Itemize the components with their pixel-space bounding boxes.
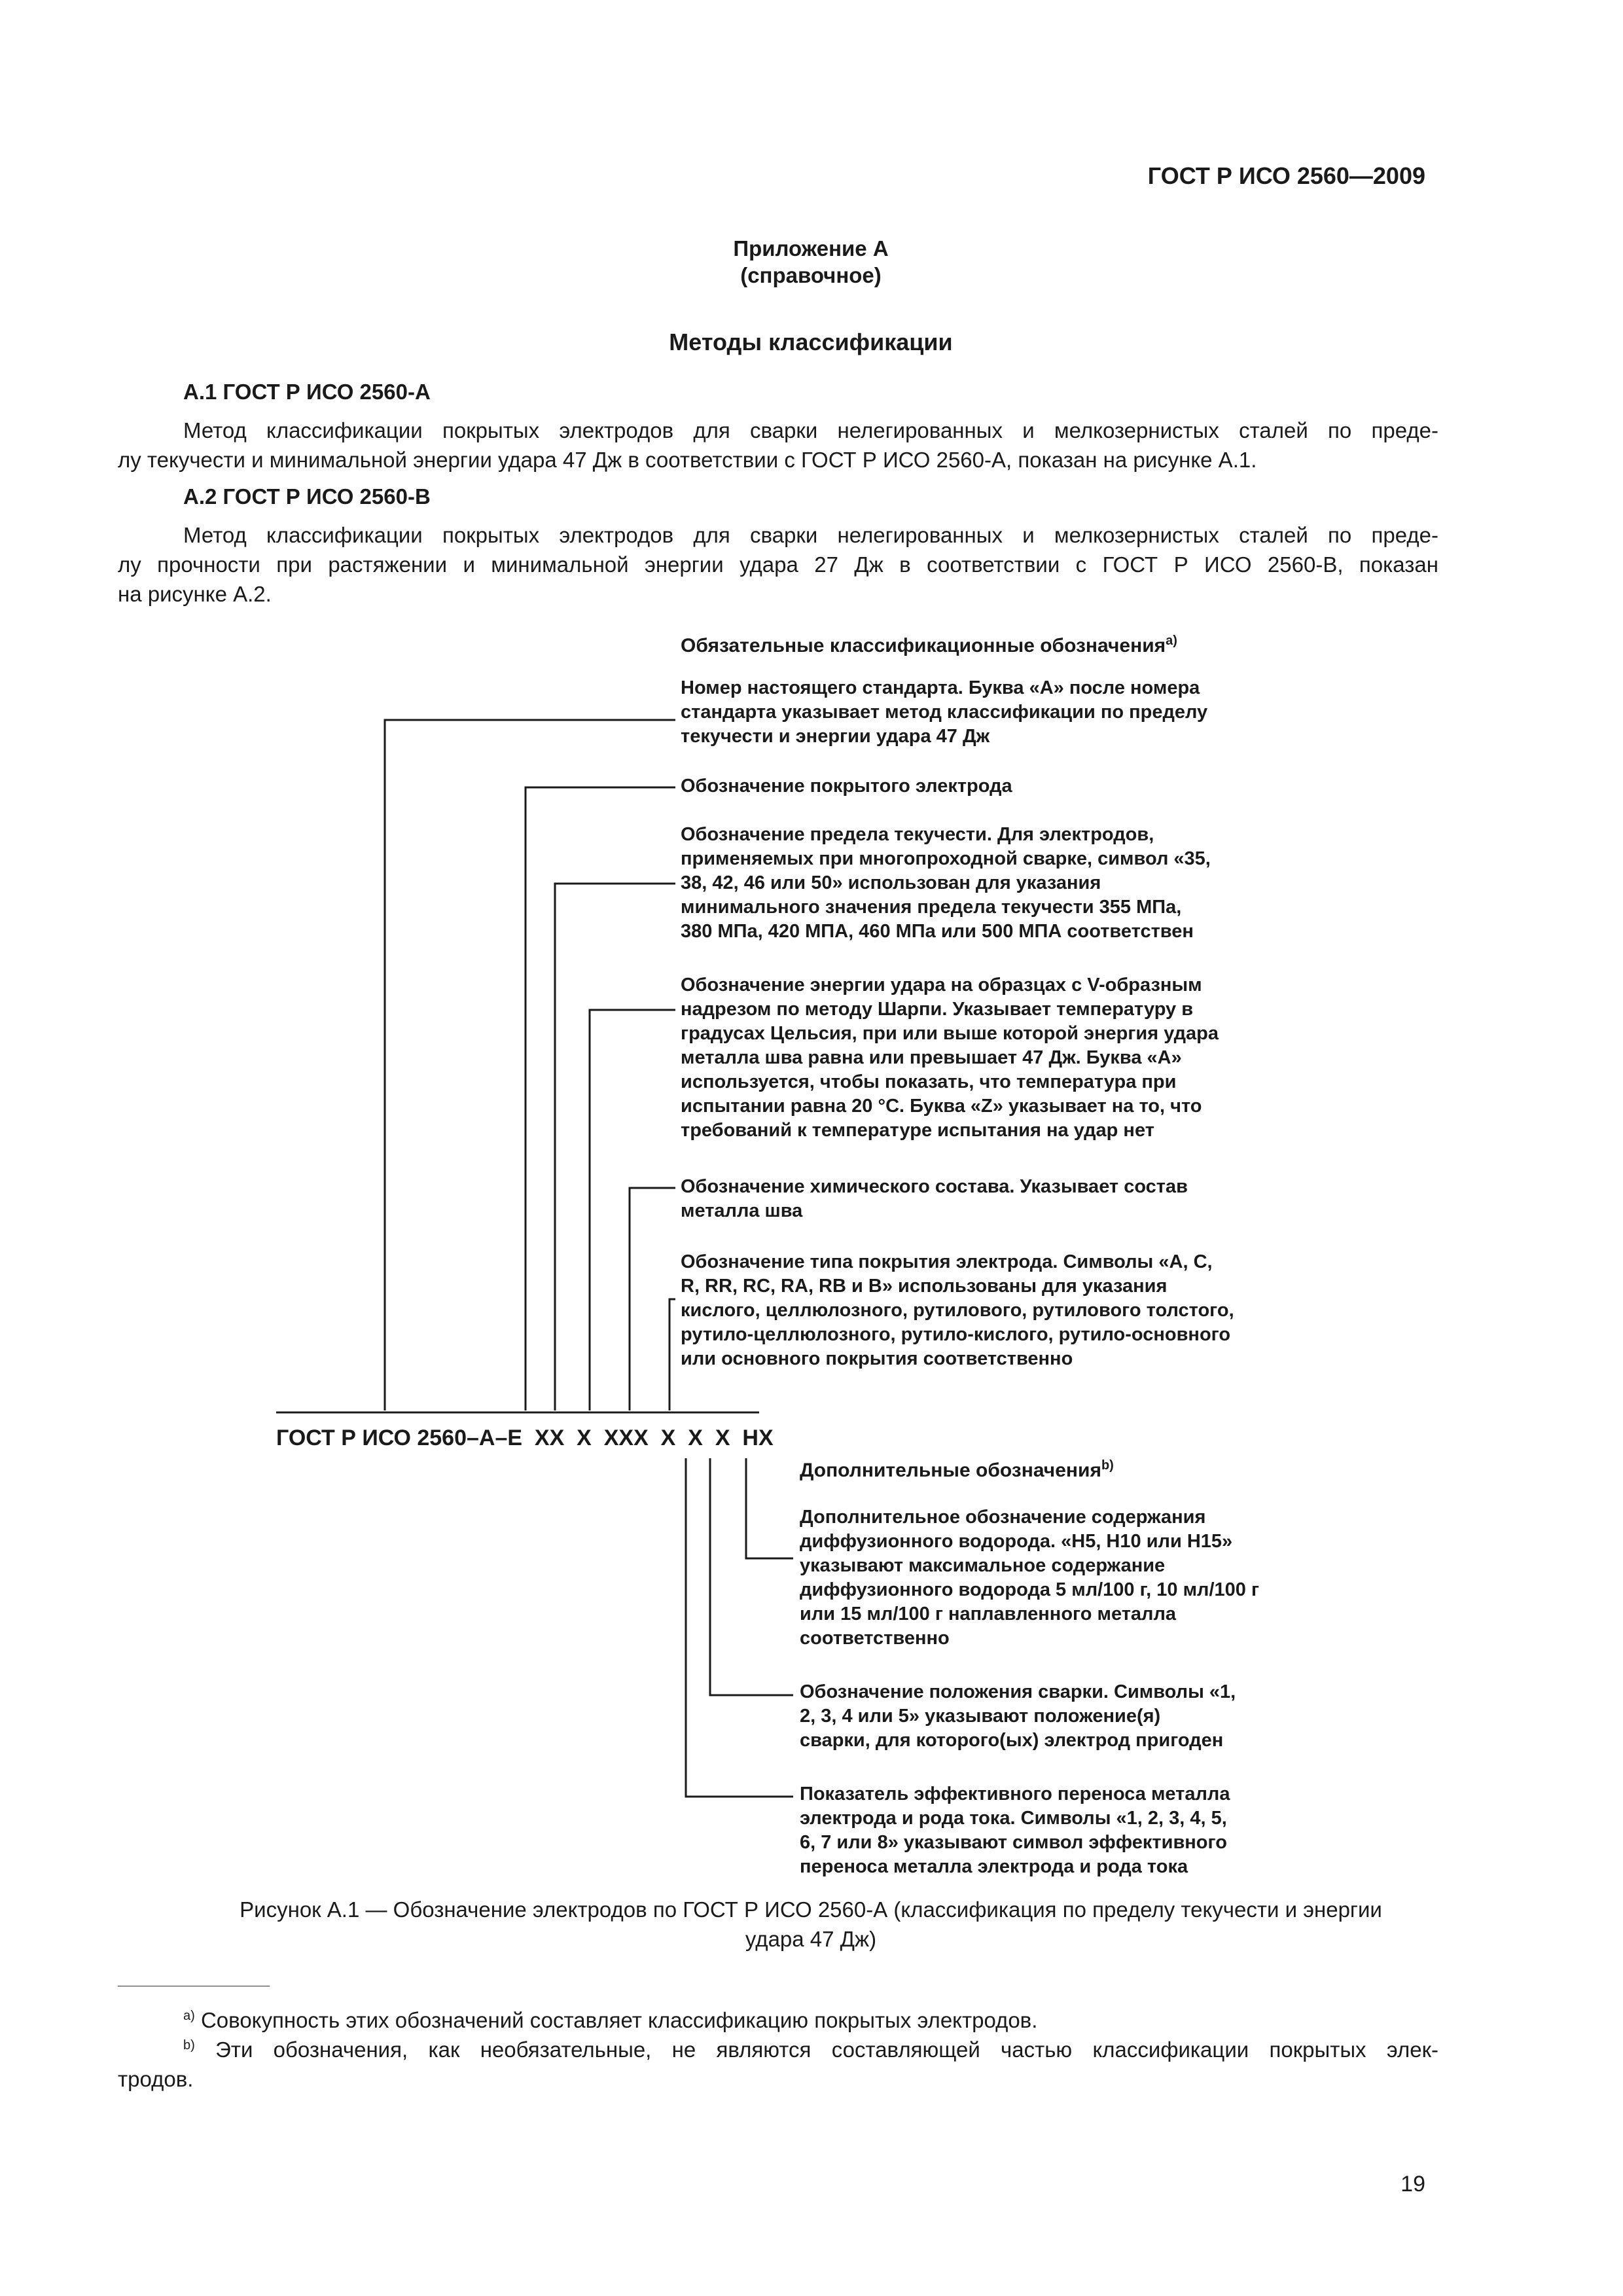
desc-line: Номер настоящего стандарта. Буква «А» после номера: [681, 677, 1200, 698]
paragraph-line: Метод классификации покрытых электродов для сварки нелегированных и мелкозернистых сталей по преде-: [183, 418, 1438, 442]
optional-item-position: [800, 1680, 1389, 1753]
desc-line: электрода и рода тока. Символы «1, 2, 3, 4, 5,: [800, 1808, 1227, 1829]
footnote-b: [118, 2031, 1438, 2094]
desc-line: или 15 мл/100 г наплавленного металла: [800, 1604, 1177, 1624]
mandatory-item-covering: [681, 1250, 1270, 1371]
footnote-text: Эти обозначения, как необязательные, не являются составляющей частью классификации покрытых элек-: [215, 2037, 1438, 2062]
desc-line: сварки, для которого(ых) электрод пригоден: [800, 1730, 1224, 1751]
connector-electrode: [526, 787, 675, 1410]
desc-line: указывают максимальное содержание: [800, 1555, 1166, 1576]
page-number: 19: [1400, 2172, 1425, 2197]
caption-line: удара 47 Дж): [745, 1927, 877, 1951]
connector-position: [710, 1458, 793, 1695]
footnote-text: Совокупность этих обозначений составляет классификацию покрытых электродов.: [200, 2008, 1038, 2032]
desc-line: Обозначение предела текучести. Для электродов,: [681, 824, 1154, 845]
desc-line: Дополнительное обозначение содержания: [800, 1507, 1206, 1528]
desc-line: требований к температуре испытания на удар нет: [681, 1120, 1154, 1141]
desc-line: металла шва: [681, 1200, 803, 1221]
section-title: Методы классификации: [669, 329, 953, 355]
mandatory-item-standard: [681, 676, 1270, 749]
paragraph-line: на рисунке А.2.: [118, 582, 272, 606]
desc-line: испытании равна 20 °С. Буква «Z» указывает на то, что: [681, 1096, 1202, 1117]
desc-line: Обозначение химического состава. Указывает состав: [681, 1176, 1188, 1197]
footnote-mark: b): [183, 2038, 195, 2053]
section-a2-heading: А.2 ГОСТ Р ИСО 2560-В: [183, 484, 431, 509]
desc-line: рутило-целлюлозного, рутило-кислого, рутило-основного: [681, 1324, 1231, 1345]
connector-transfer: [686, 1458, 793, 1797]
desc-line: кислого, целлюлозного, рутилового, рутилового толстого,: [681, 1300, 1234, 1321]
footnote-text: тродов.: [118, 2067, 194, 2091]
paragraph-line: лу текучести и минимальной энергии удара 47 Дж в соответствии с ГОСТ Р ИСО 2560-А, показан на рисунке А.1.: [118, 448, 1257, 472]
paragraph-line: Метод классификации покрытых электродов для сварки нелегированных и мелкозернистых сталей по преде-: [183, 523, 1438, 547]
footnote-b-line1: [118, 2031, 1438, 2064]
mandatory-item-yield: [681, 823, 1270, 944]
desc-line: Обозначение энергии удара на образцах с V-образным: [681, 975, 1202, 996]
paragraph-line: лу прочности при растяжении и минимальной энергии удара 27 Дж в соответствии с ГОСТ Р ИСО 2560-В, показан: [118, 552, 1438, 577]
desc-line: используется, чтобы показать, что температура при: [681, 1071, 1177, 1092]
desc-line: Обозначение типа покрытия электрода. Символы «А, С,: [681, 1251, 1213, 1272]
footnote-ref-b: b): [1101, 1458, 1114, 1473]
desc-line: Обозначение покрытого электрода: [681, 776, 1012, 797]
desc-line: диффузионного водорода. «Н5, Н10 или Н15»: [800, 1531, 1233, 1552]
electrode-designation: ГОСТ Р ИСО 2560–А–Е XX X XXX X X X HX: [276, 1426, 774, 1450]
desc-line: 38, 42, 46 или 50» использован для указания: [681, 872, 1101, 893]
optional-item-transfer: [800, 1782, 1389, 1879]
annex-subtitle: (справочное): [740, 263, 882, 287]
footnote-ref-a: a): [1166, 634, 1177, 648]
desc-line: соответственно: [800, 1628, 950, 1649]
document-standard-number: ГОСТ Р ИСО 2560—2009: [1147, 162, 1425, 189]
mandatory-item-chemistry: [681, 1175, 1270, 1223]
desc-line: R, RR, RC, RA, RB и В» использованы для указания: [681, 1276, 1168, 1297]
footnote-a: [183, 2001, 1037, 2035]
footnote-mark: a): [183, 2009, 195, 2023]
desc-line: стандарта указывает метод классификации по пределу: [681, 702, 1208, 723]
connector-hydrogen: [746, 1458, 793, 1558]
mandatory-item-impact: [681, 973, 1270, 1143]
desc-line: надрезом по методу Шарпи. Указывает температуру в: [681, 999, 1194, 1020]
optional-heading-text: Дополнительные обозначения: [800, 1460, 1101, 1481]
caption-line: Рисунок А.1 — Обозначение электродов по ГОСТ Р ИСО 2560-А (классификация по пределу текучести и энергии: [240, 1897, 1382, 1922]
section-a1-heading: А.1 ГОСТ Р ИСО 2560-А: [183, 380, 431, 404]
connector-impact: [590, 1010, 675, 1410]
desc-line: текучести и энергии удара 47 Дж: [681, 726, 990, 747]
desc-line: переноса металла электрода и рода тока: [800, 1856, 1188, 1877]
mandatory-designations-heading: [681, 634, 1177, 657]
desc-line: диффузионного водорода 5 мл/100 г, 10 мл/100 г: [800, 1579, 1260, 1600]
annex-title: Приложение А: [733, 236, 889, 260]
desc-line: градусах Цельсия, при или выше которой энергия удара: [681, 1023, 1219, 1044]
optional-item-hydrogen: [800, 1505, 1389, 1651]
desc-line: металла шва равна или превышает 47 Дж. Буква «А»: [681, 1047, 1182, 1068]
desc-line: 2, 3, 4 или 5» указывают положение(я): [800, 1706, 1161, 1727]
desc-line: 6, 7 или 8» указывают символ эффективного: [800, 1832, 1227, 1853]
mandatory-item-electrode: [681, 774, 1270, 798]
desc-line: применяемых при многопроходной сварке, символ «35,: [681, 848, 1211, 869]
figure-caption: [118, 1895, 1504, 1954]
desc-line: Показатель эффективного переноса металла: [800, 1784, 1230, 1804]
desc-line: или основного покрытия соответственно: [681, 1348, 1073, 1369]
desc-line: 380 МПа, 420 МПА, 460 МПа или 500 МПА соответствен: [681, 921, 1194, 942]
connector-standard: [385, 720, 675, 1410]
desc-line: Обозначение положения сварки. Символы «1,: [800, 1681, 1236, 1702]
desc-line: минимального значения предела текучести 355 МПа,: [681, 897, 1182, 918]
connector-yield: [555, 884, 675, 1410]
mandatory-heading-text: Обязательные классификационные обозначения: [681, 635, 1166, 656]
connector-covering: [669, 1299, 675, 1410]
optional-designations-heading: [800, 1458, 1114, 1482]
